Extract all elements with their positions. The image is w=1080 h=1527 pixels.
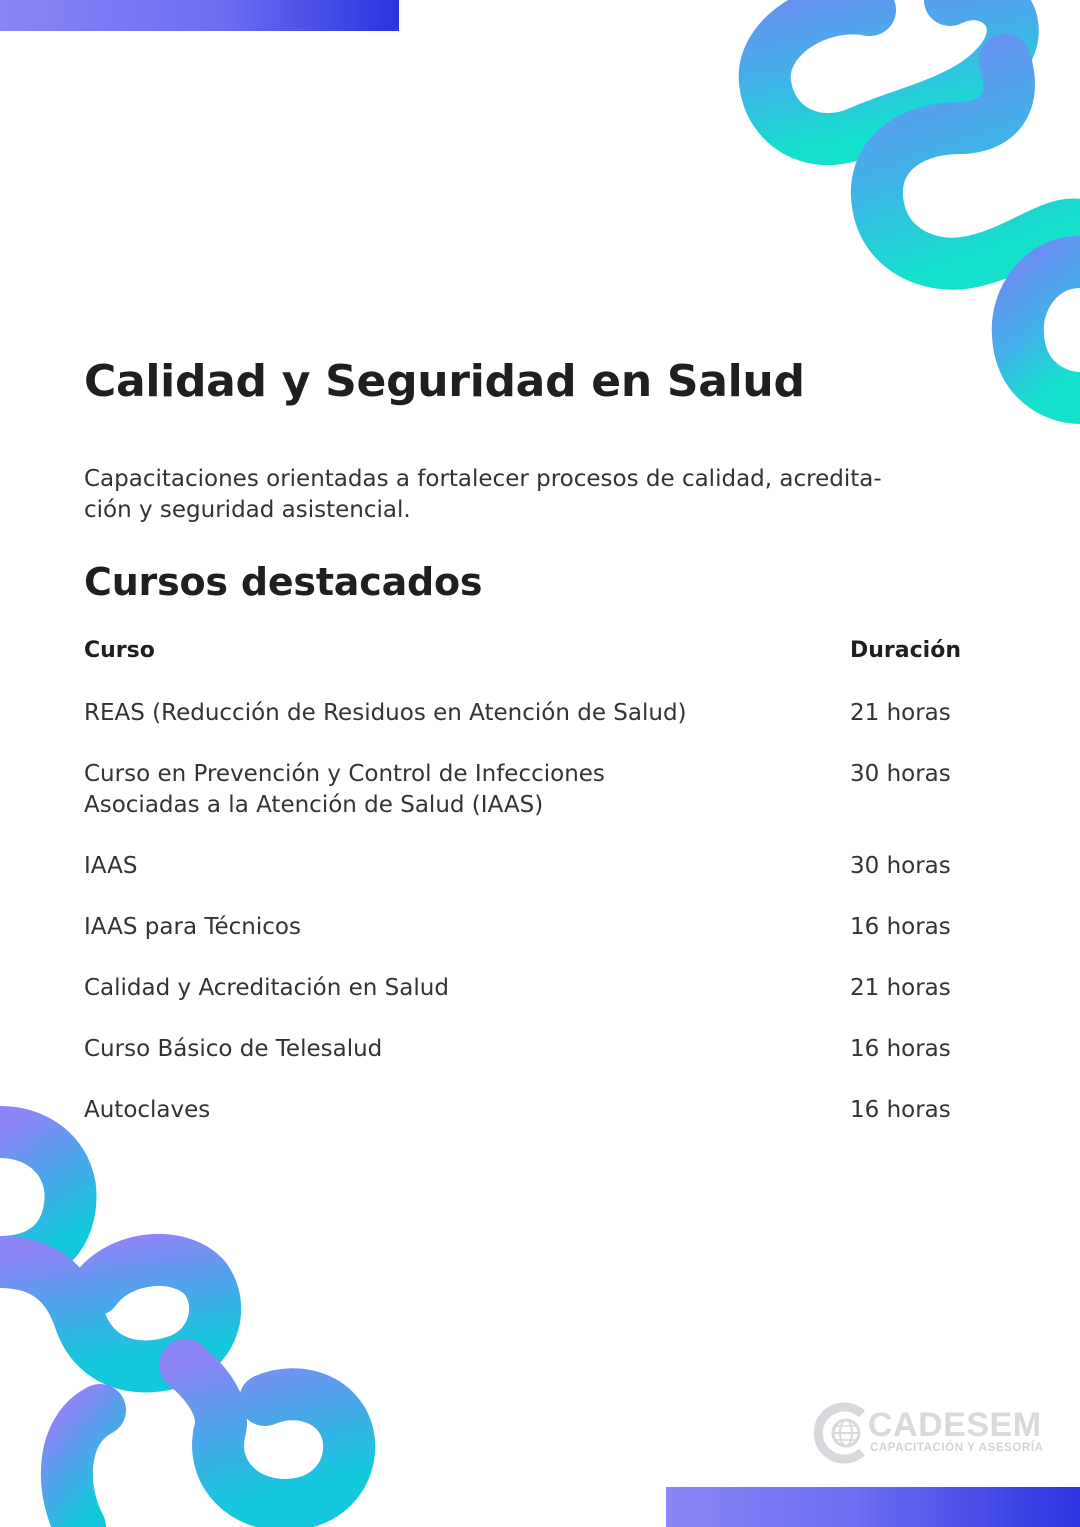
course-name: IAAS [84, 853, 138, 879]
logo-name: CADESEM [868, 1406, 1042, 1444]
intro-line: ción y seguridad asistencial. [84, 497, 411, 523]
course-duration: 30 horas [850, 853, 951, 879]
table-row [84, 973, 994, 1004]
swirl-decoration-bottom-left [0, 1100, 380, 1527]
course-name: REAS (Reducción de Residuos en Atención de Salud) [84, 700, 687, 726]
intro-paragraph [84, 464, 964, 526]
course-duration: 16 horas [850, 914, 951, 940]
course-duration: 16 horas [850, 1036, 951, 1062]
table-row [84, 851, 994, 882]
table-row [84, 912, 994, 943]
globe-c-logo-icon [812, 1402, 872, 1464]
section-title-courses: Cursos destacados [84, 560, 483, 604]
table-row [84, 1095, 994, 1126]
table-row [84, 1034, 994, 1065]
cadesem-logo [812, 1402, 1052, 1466]
course-duration: 30 horas [850, 761, 951, 787]
course-duration: 16 horas [850, 1097, 951, 1123]
bottom-accent-bar [666, 1487, 1080, 1527]
page-title: Calidad y Seguridad en Salud [84, 356, 805, 407]
course-name: Calidad y Acreditación en Salud [84, 975, 449, 1001]
course-name [84, 759, 850, 821]
course-name: IAAS para Técnicos [84, 914, 301, 940]
table-header [84, 638, 994, 698]
courses-table [84, 638, 994, 1156]
top-accent-bar [0, 0, 399, 31]
logo-tagline: CAPACITACIÓN Y ASESORÍA [870, 1442, 1044, 1454]
column-header-course: Curso [84, 638, 155, 663]
course-name: Autoclaves [84, 1097, 211, 1123]
course-name-line: Asociadas a la Atención de Salud (IAAS) [84, 792, 544, 818]
course-duration: 21 horas [850, 700, 951, 726]
course-duration: 21 horas [850, 975, 951, 1001]
table-row [84, 759, 994, 821]
intro-line: Capacitaciones orientadas a fortalecer procesos de calidad, acredita- [84, 466, 882, 492]
course-name: Curso Básico de Telesalud [84, 1036, 383, 1062]
course-name-line: Curso en Prevención y Control de Infecciones [84, 761, 605, 787]
table-row [84, 698, 994, 729]
column-header-duration: Duración [850, 638, 961, 663]
